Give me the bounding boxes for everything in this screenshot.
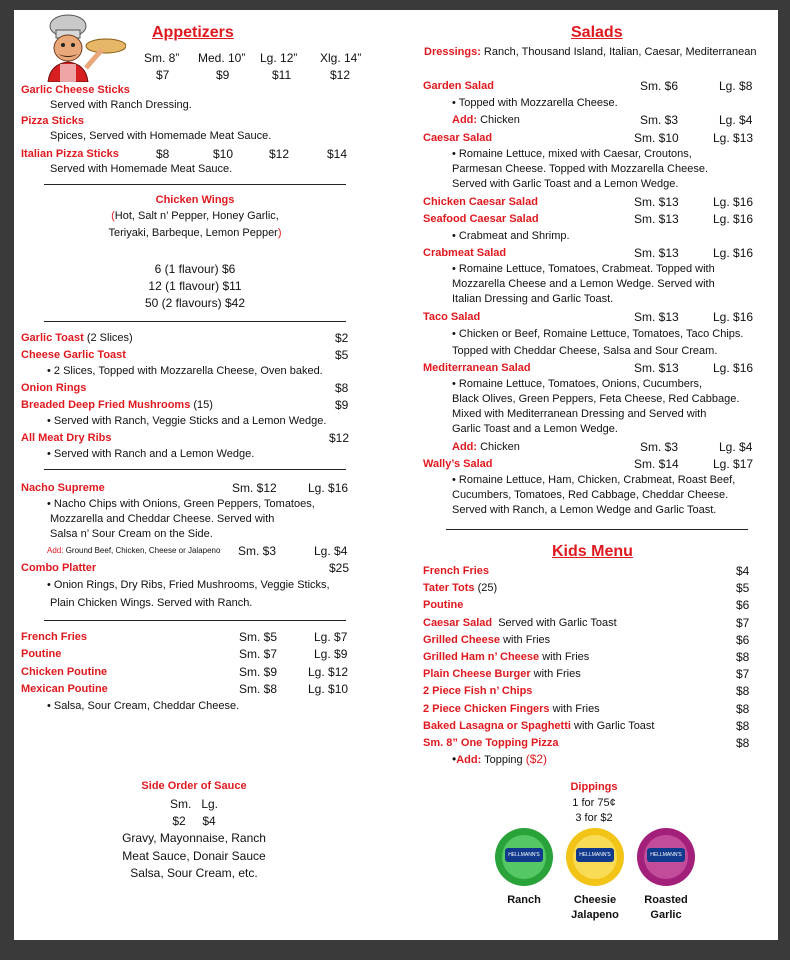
add-label: Add:	[452, 441, 478, 453]
item-desc: Spices, Served with Homemade Meat Sauce.	[50, 130, 272, 142]
brand-label: HELLMANN'S	[576, 848, 614, 862]
divider	[44, 321, 346, 322]
item-wallys-salad: Wally’s Salad	[423, 458, 493, 470]
item-chicken-caesar-salad: Chicken Caesar Salad	[423, 196, 538, 208]
item-desc: Served with Garlic Toast and a Lemon Wedge.	[452, 178, 679, 190]
item-desc: • Romaine Lettuce, Tomatoes, Onions, Cucumbers,	[452, 378, 703, 390]
price: $5	[335, 348, 349, 362]
price-lg: Lg. $8	[719, 79, 753, 93]
size-header-med: Med. 10”	[198, 51, 246, 65]
chicken-wings-title: Chicken Wings	[155, 194, 235, 206]
dressings-line	[424, 46, 756, 58]
price-lg: Lg. $16	[713, 310, 754, 324]
kids-menu-price: $8	[736, 650, 750, 664]
item-nacho-supreme: Nacho Supreme	[21, 482, 105, 494]
price-lg: Lg. $4	[719, 113, 753, 127]
item-desc: • Topped with Mozzarella Cheese.	[452, 97, 618, 109]
close-paren: )	[277, 227, 282, 239]
item-desc: Cucumbers, Tomatoes, Red Cabbage, Cheddar Cheese.	[452, 489, 729, 501]
item-desc: • Salsa, Sour Cream, Cheddar Cheese.	[47, 700, 240, 712]
divider	[44, 184, 346, 185]
price-sm: Sm. $13	[634, 310, 679, 324]
item-extra: with Fries	[500, 634, 551, 646]
price-sm: Sm. $13	[634, 212, 679, 226]
wings-flavours-text: Teriyaki, Barbeque, Lemon Pepper	[108, 227, 278, 239]
dressings-list: Ranch, Thousand Island, Italian, Caesar, Mediterranean	[480, 46, 757, 58]
dippings-price: 3 for $2	[575, 812, 613, 824]
item-desc: Black Olives, Green Peppers, Feta Cheese, Red Cabbage.	[452, 393, 740, 405]
dip-name-garlic: Garlic	[650, 909, 682, 921]
add-items: Ground Beef, Chicken, Cheese or Jalapeno	[63, 546, 221, 555]
item-extra: with Fries	[530, 668, 581, 680]
kids-add-topping	[452, 752, 547, 766]
item-desc: • Romaine Lettuce, Ham, Chicken, Crabmeat, Roast Beef,	[452, 474, 736, 486]
price-lg: Lg. $13	[713, 131, 754, 145]
item-mediterranean-salad: Mediterranean Salad	[423, 362, 531, 374]
price: $12	[269, 147, 290, 161]
item-extra: Served with Garlic Toast	[492, 617, 617, 629]
dippings-title: Dippings	[570, 781, 618, 793]
divider	[44, 469, 346, 470]
kids-menu-item	[423, 634, 550, 646]
add-item: Chicken	[477, 114, 520, 126]
price-sm: Sm. $13	[634, 246, 679, 260]
price: $25	[329, 561, 350, 575]
sauce-line: Salsa, Sour Cream, etc.	[130, 866, 258, 880]
item-combo-platter: Combo Platter	[21, 562, 97, 574]
kids-menu-item	[423, 720, 655, 732]
kids-menu-item	[423, 703, 600, 715]
item-extra: (25)	[474, 582, 498, 594]
item-desc: • Nacho Chips with Onions, Green Peppers, Tomatoes,	[47, 498, 315, 510]
item-seafood-caesar-salad: Seafood Caesar Salad	[423, 213, 539, 225]
item-chicken-poutine: Chicken Poutine	[21, 666, 108, 678]
price: $9	[335, 398, 349, 412]
add-label: Add:	[456, 754, 482, 766]
size-header-xlg: Xlg. 14”	[320, 51, 362, 65]
price-sm: Sm. $10	[634, 131, 679, 145]
item-desc: Served with Ranch Dressing.	[50, 99, 192, 111]
item-desc: • Romaine Lettuce, Tomatoes, Crabmeat. Topped with	[452, 263, 715, 275]
kids-menu-item	[423, 668, 581, 680]
price-sm: Sm. $6	[640, 79, 679, 93]
item-name: Grilled Ham n’ Cheese	[423, 651, 540, 663]
item-caesar-salad: Caesar Salad	[423, 132, 493, 144]
item-desc: Salsa n’ Sour Cream on the Side.	[50, 528, 213, 540]
kids-menu-item	[423, 685, 532, 697]
price-lg: Lg. $16	[713, 195, 754, 209]
price-lg: Lg. $17	[713, 457, 754, 471]
price-lg: Lg. $10	[308, 682, 349, 696]
item-desc: Served with Homemade Meat Sauce.	[50, 163, 233, 175]
wings-option: 50 (2 flavours) $42	[144, 296, 246, 310]
item-name: French Fries	[423, 565, 490, 577]
item-dry-ribs: All Meat Dry Ribs	[21, 432, 112, 444]
appetizers-title: Appetizers	[152, 24, 234, 41]
item-name: Caesar Salad	[423, 617, 493, 629]
price-lg: Lg. $4	[314, 544, 348, 558]
kids-menu-item	[423, 582, 497, 594]
item-name: Plain Cheese Burger	[423, 668, 531, 680]
item-desc: Garlic Toast and a Lemon Wedge.	[452, 423, 618, 435]
price-lg: Lg. $12	[308, 665, 349, 679]
wings-flavours-text: Hot, Salt n’ Pepper, Honey Garlic,	[114, 210, 279, 222]
add-price: ($2)	[525, 752, 548, 766]
sauce-sizes: Sm. Lg.	[169, 797, 219, 811]
brand-label: HELLMANN'S	[647, 848, 685, 862]
dip-name-cheesie: Cheesie	[573, 894, 617, 906]
wings-flavours-2	[44, 227, 346, 239]
item-desc: Topped with Cheddar Cheese, Salsa and Sour Cream.	[452, 345, 718, 357]
size-price-lg: $11	[272, 68, 292, 82]
price: $8	[156, 147, 170, 161]
kids-menu-item	[423, 617, 617, 629]
add-chicken-line	[452, 441, 520, 453]
dressings-label: Dressings:	[424, 46, 481, 58]
price-sm: Sm. $13	[634, 361, 679, 375]
kids-menu-price: $6	[736, 633, 750, 647]
kids-menu-item	[423, 599, 463, 611]
kids-menu-price: $5	[736, 581, 750, 595]
item-desc: • Onion Rings, Dry Ribs, Fried Mushrooms, Veggie Sticks,	[47, 579, 330, 591]
item-name: Baked Lasagna or Spaghetti	[423, 720, 571, 732]
sauce-title: Side Order of Sauce	[141, 780, 247, 792]
add-item: Topping	[481, 754, 526, 766]
roasted-garlic-dip-cup-icon	[637, 828, 695, 886]
item-desc: Mozzarella Cheese and a Lemon Wedge. Served with	[452, 278, 715, 290]
kids-menu-item	[423, 565, 489, 577]
item-garlic-toast	[21, 332, 133, 344]
item-french-fries: French Fries	[21, 631, 88, 643]
size-price-xlg: $12	[330, 68, 351, 82]
dip-name-jalapeno: Jalapeno	[571, 909, 619, 921]
divider	[446, 529, 748, 530]
item-desc: • Chicken or Beef, Romaine Lettuce, Tomatoes, Taco Chips.	[452, 328, 744, 340]
wings-option: 6 (1 flavour) $6	[154, 262, 236, 276]
kids-menu-item	[423, 651, 589, 663]
item-pizza-sticks: Pizza Sticks	[21, 115, 84, 127]
price-lg: Lg. $7	[314, 630, 348, 644]
item-garlic-cheese-sticks: Garlic Cheese Sticks	[21, 84, 130, 96]
item-desc: Mixed with Mediterranean Dressing and Served with	[452, 408, 707, 420]
item-desc: • Served with Ranch, Veggie Sticks and a Lemon Wedge.	[47, 415, 327, 427]
item-name: Garlic Toast	[21, 332, 84, 344]
price-sm: Sm. $8	[239, 682, 278, 696]
size-header-sm: Sm. 8”	[144, 51, 180, 65]
item-garden-salad: Garden Salad	[423, 80, 494, 92]
kids-menu-price: $8	[736, 719, 750, 733]
price-sm: Sm. $9	[239, 665, 278, 679]
item-desc: Served with Ranch, a Lemon Wedge and Garlic Toast.	[452, 504, 717, 516]
size-price-med: $9	[216, 68, 230, 82]
dippings-price: 1 for 75¢	[572, 797, 616, 809]
brand-label: HELLMANN'S	[505, 848, 543, 862]
add-label: Add:	[452, 114, 478, 126]
item-name: Tater Tots	[423, 582, 475, 594]
price-lg: Lg. $16	[713, 212, 754, 226]
item-name: Poutine	[423, 599, 464, 611]
dip-name-ranch: Ranch	[507, 894, 541, 906]
kids-menu-title: Kids Menu	[552, 543, 633, 560]
item-italian-pizza-sticks: Italian Pizza Sticks	[21, 148, 119, 160]
item-poutine: Poutine	[21, 648, 62, 660]
item-note: (15)	[190, 399, 213, 411]
price-sm: Sm. $3	[640, 440, 679, 454]
price-lg: Lg. $16	[308, 481, 349, 495]
item-extra: with Fries	[549, 703, 600, 715]
price-sm: Sm. $14	[634, 457, 679, 471]
sauce-line: Meat Sauce, Donair Sauce	[122, 849, 266, 863]
price-sm: Sm. $12	[232, 481, 277, 495]
dip-name-roasted: Roasted	[644, 894, 688, 906]
kids-menu-price: $7	[736, 667, 750, 681]
price-lg: Lg. $16	[713, 361, 754, 375]
price-lg: Lg. $9	[314, 647, 348, 661]
cheesie-jalapeno-dip-cup-icon	[566, 828, 624, 886]
item-desc: Parmesan Cheese. Topped with Mozzarella Cheese.	[452, 163, 708, 175]
kids-menu-price: $8	[736, 684, 750, 698]
price-lg: Lg. $4	[719, 440, 753, 454]
price-sm: Sm. $3	[640, 113, 679, 127]
menu-page	[14, 10, 778, 940]
price-sm: Sm. $3	[238, 544, 277, 558]
size-price-sm: $7	[156, 68, 170, 82]
item-taco-salad: Taco Salad	[423, 311, 481, 323]
item-crabmeat-salad: Crabmeat Salad	[423, 247, 507, 259]
item-desc: Mozzarella and Cheddar Cheese. Served with	[50, 513, 275, 525]
price-sm: Sm. $5	[239, 630, 278, 644]
kids-menu-price: $4	[736, 564, 750, 578]
item-mexican-poutine: Mexican Poutine	[21, 683, 108, 695]
add-item: Chicken	[477, 441, 520, 453]
price: $8	[335, 381, 349, 395]
item-extra: with Garlic Toast	[570, 720, 655, 732]
price: $14	[327, 147, 348, 161]
item-cheese-garlic-toast: Cheese Garlic Toast	[21, 349, 126, 361]
item-name: 2 Piece Chicken Fingers	[423, 703, 550, 715]
item-desc: • Served with Ranch and a Lemon Wedge.	[47, 448, 255, 460]
price: $10	[213, 147, 234, 161]
sauce-line: Gravy, Mayonnaise, Ranch	[122, 831, 266, 845]
price-sm: Sm. $13	[634, 195, 679, 209]
kids-menu-price: $6	[736, 598, 750, 612]
add-label: Add:	[47, 546, 64, 555]
item-onion-rings: Onion Rings	[21, 382, 87, 394]
nacho-add-line	[47, 546, 220, 555]
price-lg: Lg. $16	[713, 246, 754, 260]
ranch-dip-cup-icon	[495, 828, 553, 886]
price: $12	[329, 431, 350, 445]
size-header-lg: Lg. 12”	[260, 51, 298, 65]
item-desc: Plain Chicken Wings. Served with Ranch.	[50, 597, 253, 609]
chef-logo-icon	[40, 12, 126, 82]
bullet: •	[452, 752, 457, 766]
item-name: Sm. 8” One Topping Pizza	[423, 737, 559, 749]
divider	[44, 620, 346, 621]
item-desc: • Romaine Lettuce, mixed with Caesar, Croutons,	[452, 148, 692, 160]
wings-flavours-1	[44, 210, 346, 222]
kids-menu-price: $8	[736, 702, 750, 716]
kids-menu-item	[423, 737, 558, 749]
price: $2	[335, 331, 349, 345]
item-name: 2 Piece Fish n’ Chips	[423, 685, 533, 697]
item-mushrooms	[21, 399, 213, 411]
add-chicken-line	[452, 114, 520, 126]
wings-option: 12 (1 flavour) $11	[148, 279, 242, 293]
sauce-prices: $2 $4	[172, 814, 216, 828]
item-name: Grilled Cheese	[423, 634, 501, 646]
open-paren: (	[111, 210, 115, 222]
salads-title: Salads	[571, 24, 623, 41]
item-desc: • 2 Slices, Topped with Mozzarella Cheese, Oven baked.	[47, 365, 323, 377]
item-extra: with Fries	[539, 651, 590, 663]
kids-menu-price: $8	[736, 736, 750, 750]
item-note: (2 Slices)	[83, 332, 133, 344]
item-desc: • Crabmeat and Shrimp.	[452, 230, 570, 242]
item-desc: Italian Dressing and Garlic Toast.	[452, 293, 614, 305]
price-sm: Sm. $7	[239, 647, 278, 661]
item-name: Breaded Deep Fried Mushrooms	[21, 399, 191, 411]
kids-menu-price: $7	[736, 616, 750, 630]
